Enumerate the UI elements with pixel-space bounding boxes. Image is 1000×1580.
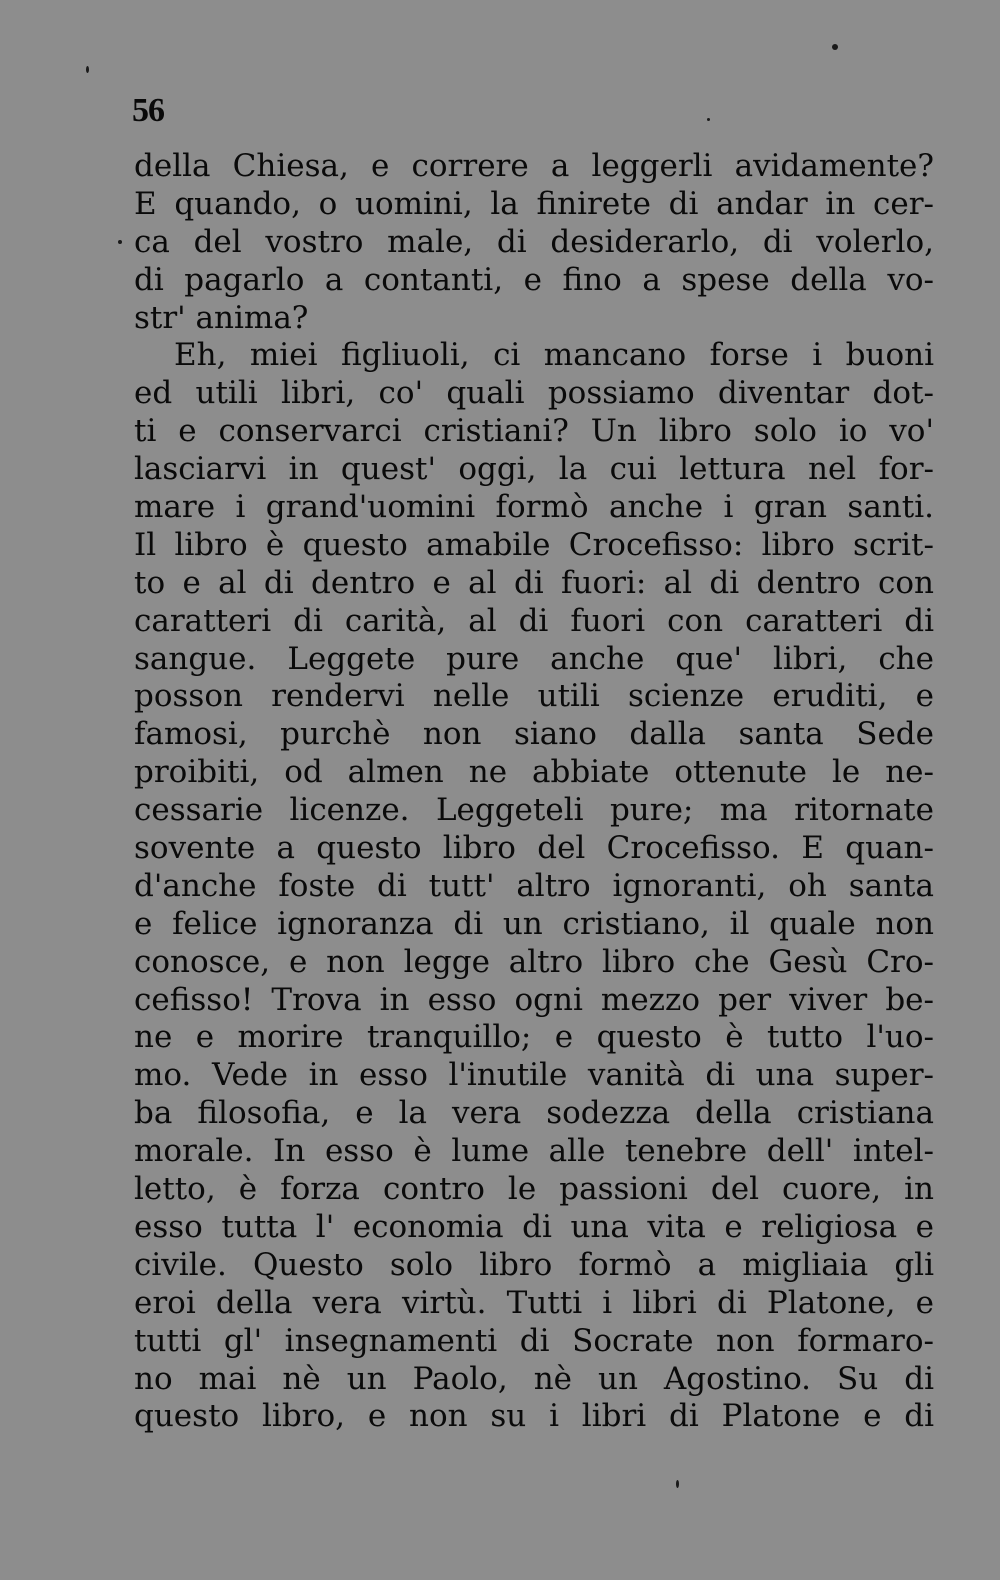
text-line: Il libro è questo amabile Crocefisso: libro scrit-	[134, 526, 934, 563]
text-line: mare i grand'uomini formò anche i gran santi.	[134, 489, 934, 526]
text-line: esso tutta l' economia di una vita e religiosa e	[134, 1208, 934, 1245]
text-line: E quando, o uomini, la finirete di andar in cer-	[134, 185, 934, 222]
text-line: civile. Questo solo libro formò a migliaia gli	[134, 1246, 934, 1283]
text-line: ca del vostro male, di desiderarlo, di volerlo,	[134, 223, 934, 260]
text-line: str' anima?	[134, 299, 309, 336]
text-line: no mai nè un Paolo, nè un Agostino. Su di	[134, 1360, 934, 1397]
text-line: d'anche foste di tutt' altro ignoranti, oh santa	[134, 867, 934, 904]
scan-speck	[707, 118, 710, 121]
text-line: della Chiesa, e correre a leggerli avidamente?	[134, 148, 934, 184]
text-line: ti e conservarci cristiani? Un libro solo io vo'	[134, 413, 934, 450]
scan-speck	[118, 240, 122, 244]
body-text	[134, 148, 934, 1436]
text-line: di pagarlo a contanti, e fino a spese della vo-	[134, 261, 934, 298]
text-line: famosi, purchè non siano dalla santa Sede	[134, 716, 934, 753]
text-line: ba filosofia, e la vera sodezza della cristiana	[134, 1095, 934, 1132]
text-line: tutti gl' insegnamenti di Socrate non formaro-	[134, 1322, 934, 1359]
page-number: 56	[132, 92, 164, 129]
text-line: Eh, miei figliuoli, ci mancano forse i buoni	[174, 337, 934, 374]
text-line: proibiti, od almen ne abbiate ottenute le ne-	[134, 754, 934, 791]
text-line: cefisso! Trova in esso ogni mezzo per viver be-	[134, 981, 934, 1018]
text-line: mo. Vede in esso l'inutile vanità di una super-	[134, 1057, 934, 1094]
text-line: lasciarvi in quest' oggi, la cui lettura nel for-	[134, 451, 934, 488]
text-line: ne e morire tranquillo; e questo è tutto l'uo-	[134, 1019, 934, 1056]
text-line: caratteri di carità, al di fuori con caratteri di	[134, 602, 934, 639]
text-line: sangue. Leggete pure anche que' libri, che	[134, 640, 934, 677]
text-line: to e al di dentro e al di fuori: al di dentro con	[134, 564, 934, 601]
text-line: sovente a questo libro del Crocefisso. E quan-	[134, 830, 934, 867]
text-line: morale. In esso è lume alle tenebre dell' intel-	[134, 1133, 934, 1170]
text-line: e felice ignoranza di un cristiano, il quale non	[134, 905, 934, 942]
text-line: conosce, e non legge altro libro che Gesù Cro-	[134, 943, 934, 980]
scan-speck	[676, 1480, 679, 1488]
text-line: cessarie licenze. Leggeteli pure; ma ritornate	[134, 792, 934, 829]
text-line: eroi della vera virtù. Tutti i libri di Platone, e	[134, 1284, 934, 1321]
scan-speck	[832, 44, 838, 50]
text-line: questo libro, e non su i libri di Platone e di	[134, 1398, 934, 1435]
text-line: letto, è forza contro le passioni del cuore, in	[134, 1171, 934, 1208]
text-line: posson rendervi nelle utili scienze eruditi, e	[134, 678, 934, 715]
scan-speck	[86, 66, 89, 73]
text-line: ed utili libri, co' quali possiamo diventar dot-	[134, 375, 934, 412]
